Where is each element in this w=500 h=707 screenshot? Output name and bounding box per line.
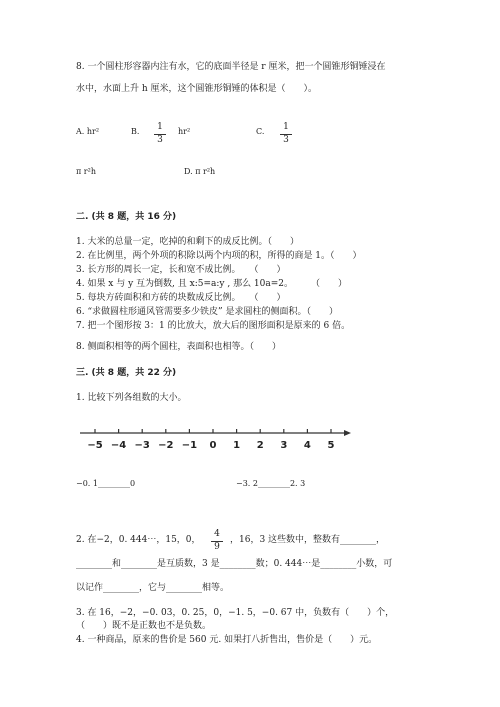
number-line-label: 4 — [303, 440, 311, 451]
q8-option-b-label: B. — [131, 127, 140, 136]
compare-left: −0. 1________0 — [76, 479, 136, 488]
q4-line: 4. 一种商品，原来的售价是 560 元. 如果打八折售出，售价是（ ）元。 — [76, 635, 378, 645]
q2-fraction — [211, 530, 223, 552]
fraction-numerator: 1 — [283, 122, 289, 132]
q2-line1-head: 2. 在−2，0. 444⋯，15，0， — [76, 535, 201, 545]
number-line-label: 3 — [280, 440, 288, 451]
q8-option-c-text: π r²h — [76, 167, 96, 176]
number-line-label: −2 — [158, 440, 174, 451]
q8-option-c-label: C. — [256, 127, 265, 136]
compare-right: −3. 2________2. 3 — [236, 479, 306, 488]
q2-line1-tail: ，16，3 这些数中，整数有________， — [230, 535, 386, 545]
judge-item-2: 2. 在比例里，两个外项的积除以两个内项的积，所得的商是 1。（ ） — [76, 251, 362, 261]
number-line-label: 0 — [209, 440, 217, 451]
fraction-numerator: 4 — [214, 529, 220, 539]
q2-line2: ________和________是互质数，3 是________数；0. 444⋯是________小数，可 — [76, 559, 393, 569]
q8-option-a: A. hr² — [76, 127, 100, 136]
number-line-label: −5 — [87, 440, 103, 451]
judge-item-4: 4. 如果 x 与 y 互为倒数, 且 x:5=a:y , 那么 10a=2。 （ ） — [76, 279, 348, 289]
judge-item-7: 7. 把一个图形按 3：1 的比放大，放大后的图形面积是原来的 6 倍。 — [76, 321, 351, 331]
judge-item-8: 8. 侧面积相等的两个圆柱，表面积也相等。（ ） — [76, 342, 281, 352]
judge-item-6: 6. “求做圆柱形通风管需要多少铁皮” 是求圆柱的侧面积。（ ） — [76, 307, 339, 317]
number-line-label: −3 — [134, 440, 150, 451]
section3-title: 三. (共 8 题，共 22 分) — [76, 368, 177, 378]
q3-line1: 3. 在 16，−2，−0. 03，0. 25，0，−1. 5，−0. 67 中，负数有（ ）个， — [76, 608, 395, 618]
fraction-denominator: 9 — [214, 542, 220, 552]
fraction-denominator: 3 — [157, 135, 163, 145]
q2-line3: 以记作________，它与________相等。 — [76, 583, 230, 593]
compare-question: 1. 比较下列各组数的大小。 — [76, 393, 187, 403]
fraction-numerator: 1 — [157, 122, 163, 132]
fraction-denominator: 3 — [283, 135, 289, 145]
number-line-label: −1 — [181, 440, 198, 451]
judge-item-1: 1. 大米的总量一定，吃掉的和剩下的成反比例。（ ） — [76, 237, 299, 247]
q3-line2: （ ）既不是正数也不是负数。 — [76, 621, 212, 631]
q8-option-b-text: hr² — [178, 127, 191, 136]
q8-option-d: D. π r²h — [184, 167, 216, 176]
number-line-label: 2 — [256, 440, 264, 451]
judge-item-5: 5. 每块方砖面积和方砖的块数成反比例。 （ ） — [76, 293, 286, 303]
number-line-label: 5 — [327, 440, 335, 451]
section2-title: 二. (共 8 题，共 16 分) — [76, 212, 177, 222]
number-line-label: 1 — [233, 440, 241, 451]
judge-item-3: 3. 长方形的周长一定，长和宽不成比例。 （ ） — [76, 265, 286, 275]
q8-line1: 8. 一个圆柱形容器内注有水，它的底面半径是 r 厘米，把一个圆锥形铜锤浸在 — [76, 62, 386, 72]
number-line-label: −4 — [110, 440, 127, 451]
q8-line2: 水中，水面上升 h 厘米，这个圆锥形铜锤的体积是（ ）。 — [76, 84, 318, 94]
number-line-arrow — [344, 430, 351, 436]
